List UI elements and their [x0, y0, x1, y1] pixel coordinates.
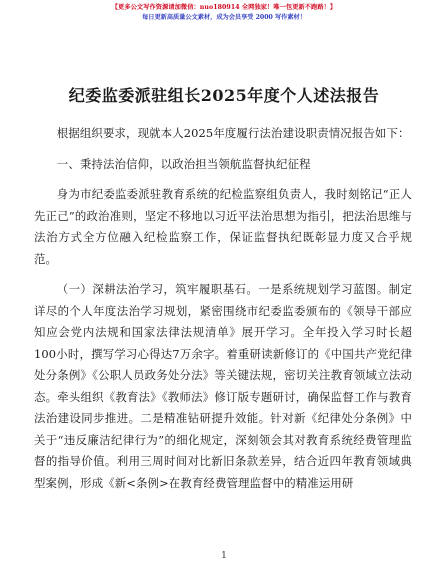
document-title: 纪委监委派驻组长2025年度个人述法报告 [68, 86, 380, 105]
page-number: 1 [221, 551, 227, 561]
body-paragraph-2: （一）深耕法治学习，筑牢履职基石。一是系统规划学习蓝图。制定详尽的个人年度法治学习规划，紧密围绕市纪委监委颁布的《领导干部应知应会党内法规和国家法律法规清单》展开学习。全年投入学习时长超100小时，撰写学习心得达7万余字。着重研读新修订的《中国共产党纪律处分条例》《公职人员政务处分法》等关键法规，密切关注教育领域立法动态。牵头组织《教育法》《教师法》修订版专题研讨，确保监督工作与教育法治建设同步推进。二是精准钻研提升效能。针对新《纪律处分条例》中关于“违反廉洁纪律行为”的细化规定，深刻领会其对教育系统经费管理监督的指导价值。利用三周时间对比新旧条款差异，结合近四年教育领域典型案例，形成《新<条例>在教育经费管理监督中的精准运用研 [34, 282, 412, 490]
document-body [34, 123, 412, 494]
banner-line-1: 【更多公文写作资源请加微信：nuo180914 全网独家！唯一包更新不跑路！】 [111, 4, 337, 11]
intro-paragraph: 根据组织要求，现就本人2025年度履行法治建设职责情况报告如下： [56, 126, 410, 140]
section-heading-1: 一、秉持法治信仰，以政治担当领航监督执纪征程 [56, 156, 311, 171]
body-paragraph-1: 身为市纪委监委派驻教育系统的纪检监察组负责人，我时刻铭记“正人先正己”的政治准则，坚定不移地以习近平法治思想为指引，把法治思维与法治方式全方位融入纪检监察工作，保证监督执纪既彰显力度又合乎规范。 [34, 187, 412, 266]
banner-line-2: 每日更新高质量公文素材，成为会员享受 2000 写作素材！ [142, 14, 306, 21]
promo-banner [0, 2, 448, 23]
